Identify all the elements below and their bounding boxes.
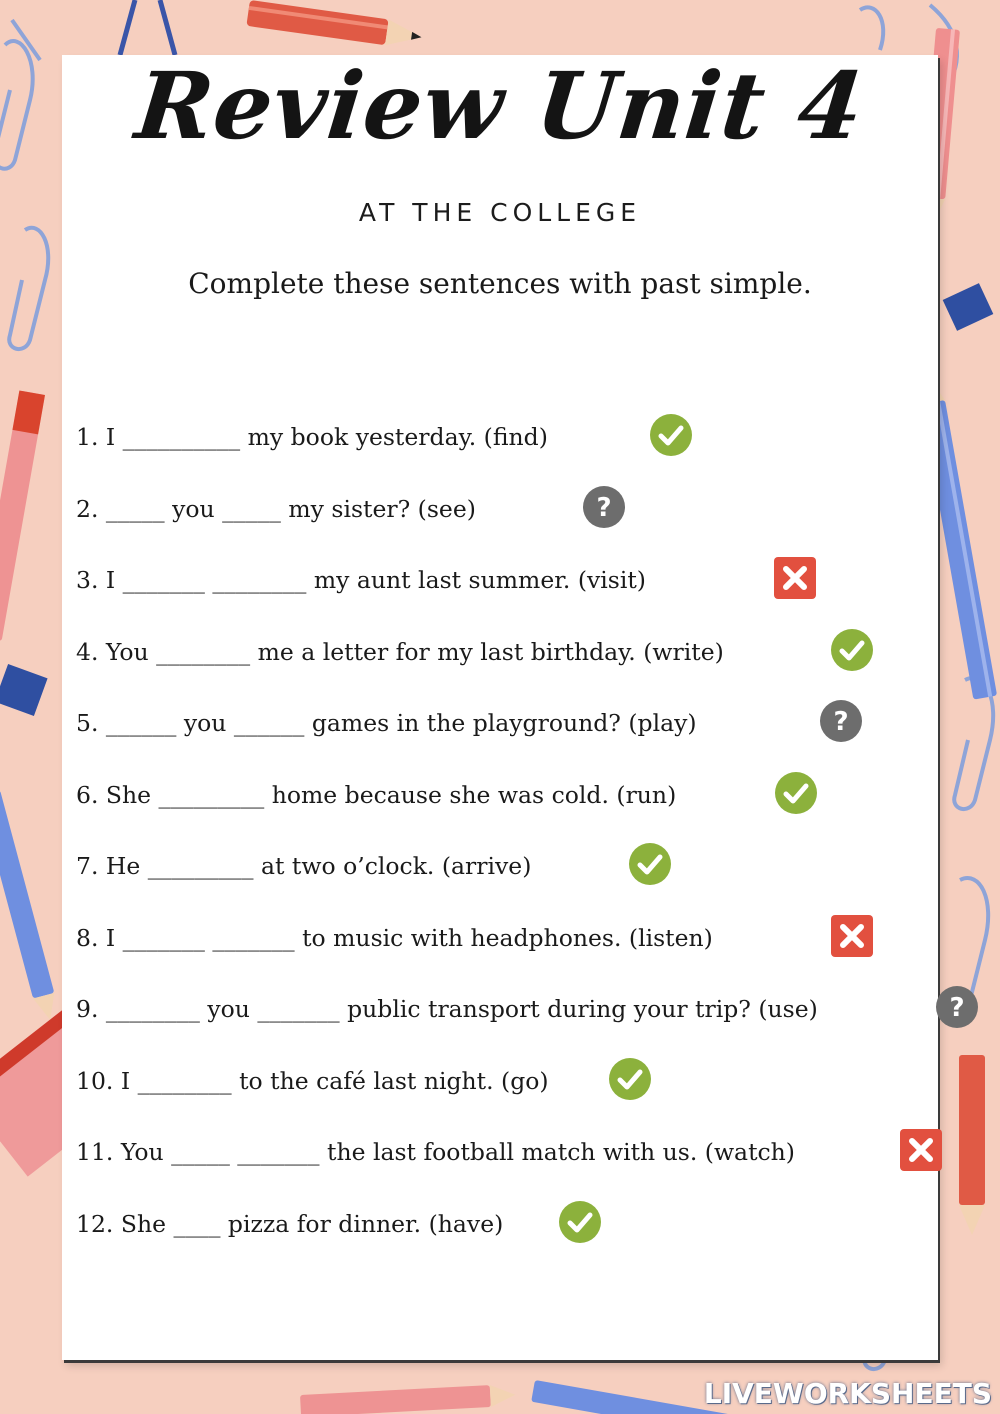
cross-icon[interactable] (773, 556, 817, 600)
svg-text:?: ? (949, 993, 965, 1023)
question-icon[interactable] (935, 985, 979, 1029)
question-icon[interactable] (582, 485, 626, 529)
instructions-text: Complete these sentences with past simple. (188, 267, 812, 300)
exercise-item: 6. She _________ home because she was cold. (run) (76, 781, 677, 809)
exercise-item: 11. You _____ _______ the last football match with us. (watch) (76, 1138, 795, 1166)
exercise-item: 12. She ____ pizza for dinner. (have) (76, 1210, 504, 1238)
exercise-item: 4. You ________ me a letter for my last birthday. (write) (76, 638, 724, 666)
check-icon[interactable] (558, 1200, 602, 1244)
svg-text:?: ? (833, 707, 849, 737)
exercise-item: 9. ________ you _______ public transport during your trip? (use) (76, 995, 818, 1023)
exercise-item: 1. I __________ my book yesterday. (find) (76, 423, 548, 451)
check-icon[interactable] (649, 413, 693, 457)
exercise-item: 7. He _________ at two o’clock. (arrive) (76, 852, 532, 880)
check-icon[interactable] (774, 771, 818, 815)
liveworksheets-logo: LIVEWORKSHEETS (703, 1377, 992, 1410)
cross-icon[interactable] (830, 914, 874, 958)
worksheet-title: Review Unit 4 (130, 52, 870, 160)
check-icon[interactable] (628, 842, 672, 886)
exercise-item: 2. _____ you _____ my sister? (see) (76, 495, 476, 523)
cross-icon[interactable] (899, 1128, 943, 1172)
question-icon[interactable] (819, 699, 863, 743)
exercise-item: 3. I _______ ________ my aunt last summer. (visit) (76, 566, 646, 594)
svg-text:?: ? (596, 493, 612, 523)
check-icon[interactable] (608, 1057, 652, 1101)
exercise-item: 5. ______ you ______ games in the playground? (play) (76, 709, 697, 737)
worksheet-subtitle: AT THE COLLEGE (358, 198, 642, 227)
exercise-item: 8. I _______ _______ to music with headphones. (listen) (76, 924, 713, 952)
exercise-item: 10. I ________ to the café last night. (go) (76, 1067, 549, 1095)
check-icon[interactable] (830, 628, 874, 672)
